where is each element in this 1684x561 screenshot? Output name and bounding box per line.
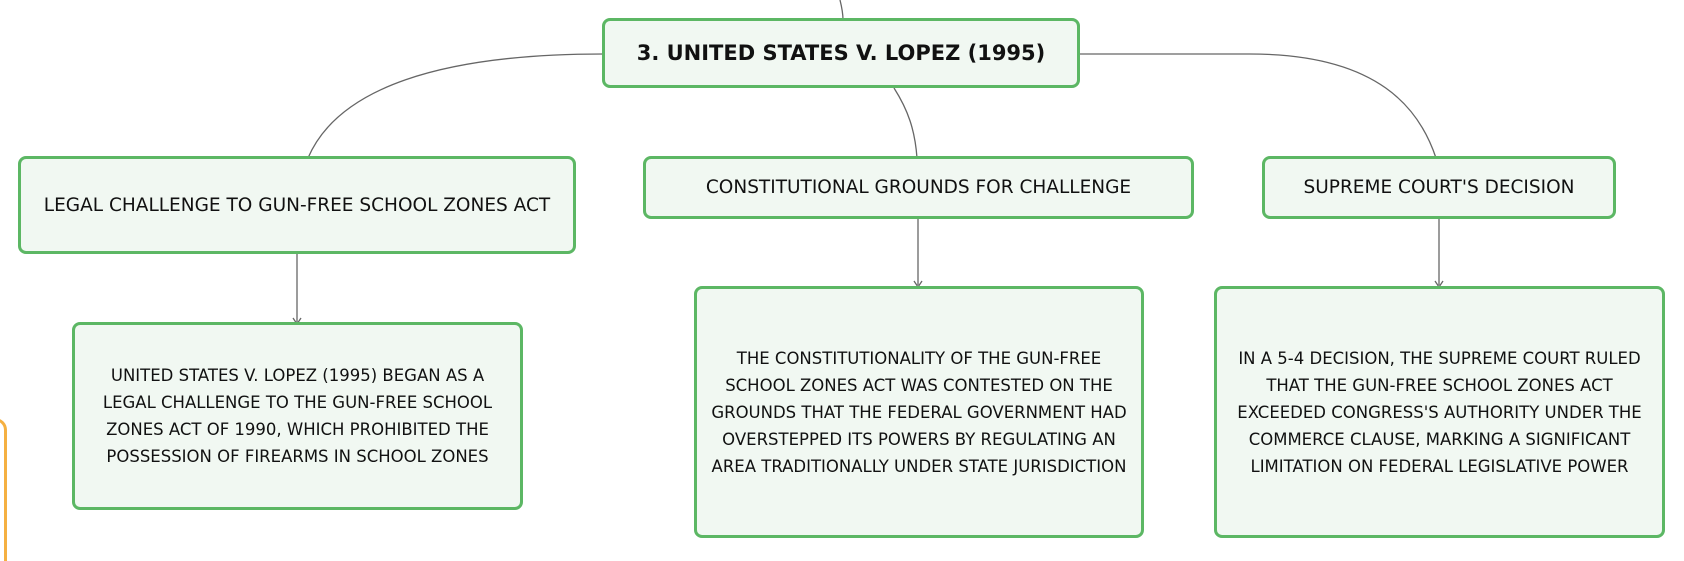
connector-to-parent bbox=[840, 0, 843, 20]
root-node[interactable] bbox=[602, 18, 1080, 88]
connector-root-to-branch-1 bbox=[308, 54, 603, 158]
adjacent-node-edge bbox=[0, 418, 7, 561]
detail-node-constitutional-grounds[interactable] bbox=[694, 286, 1144, 538]
branch-node-label: SUPREME COURT'S DECISION bbox=[1303, 177, 1575, 198]
branch-node-supreme-court-decision[interactable] bbox=[1262, 156, 1616, 219]
detail-node-text: THE CONSTITUTIONALITY OF THE GUN-FREE SCHOOL ZONES ACT WAS CONTESTED ON THE GROUNDS THAT THE FEDERAL GOVERNMENT HAD OVERSTEPPED ITS POWERS BY REGULATING AN AREA TRADITIONALLY UNDER STATE JURISDICTION bbox=[711, 348, 1127, 476]
detail-node-text: IN A 5-4 DECISION, THE SUPREME COURT RULED THAT THE GUN-FREE SCHOOL ZONES ACT EXCEEDED CONGRESS'S AUTHORITY UNDER THE COMMERCE CLAUSE, MARKING A SIGNIFICANT LIMITATION ON FEDERAL LEGISLATIVE POWER bbox=[1237, 348, 1642, 476]
branch-node-constitutional-grounds[interactable] bbox=[643, 156, 1194, 219]
connector-root-to-branch-2 bbox=[894, 88, 917, 158]
branch-node-label: LEGAL CHALLENGE TO GUN-FREE SCHOOL ZONES ACT bbox=[43, 194, 551, 216]
detail-node-text: UNITED STATES V. LOPEZ (1995) BEGAN AS A LEGAL CHALLENGE TO THE GUN-FREE SCHOOL ZONES ACT OF 1990, WHICH PROHIBITED THE POSSESSION OF FIREARMS IN SCHOOL ZONES bbox=[102, 366, 493, 466]
branch-node-legal-challenge[interactable] bbox=[18, 156, 576, 254]
root-node-label: 3. UNITED STATES V. LOPEZ (1995) bbox=[636, 41, 1046, 65]
detail-node-supreme-court-decision[interactable] bbox=[1214, 286, 1665, 538]
connector-root-to-branch-3 bbox=[1078, 54, 1436, 158]
detail-node-legal-challenge[interactable] bbox=[72, 322, 523, 510]
branch-node-label: CONSTITUTIONAL GROUNDS FOR CHALLENGE bbox=[705, 177, 1132, 198]
